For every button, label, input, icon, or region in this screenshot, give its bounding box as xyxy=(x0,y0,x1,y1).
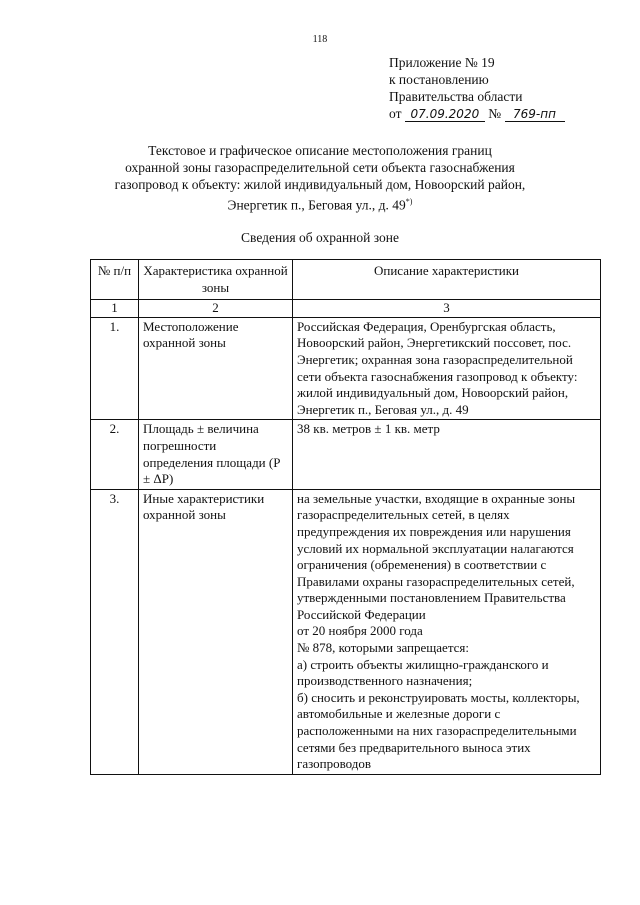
appendix-header xyxy=(389,54,565,122)
title-line-4-text: Энергетик п., Беговая ул., д. 49 xyxy=(227,197,406,213)
row-description: Российская Федерация, Оренбургская область, Новоорский район, Энергетикский поссовет, пос. Энергетик; охранная зона газораспределительной сети объекта газоснабжения газопровод к объекту: жилой индивидуальный дом, Новоорский район, Энергетик п., Беговая ул., д. 49 xyxy=(293,317,601,420)
title-line-1: Текстовое и графическое описание местоположения границ xyxy=(148,143,492,158)
row-characteristic: Площадь ± величина погрешности определения площади (P ± ΔP) xyxy=(139,420,293,489)
protection-zone-table xyxy=(90,259,601,775)
header-description: Описание характеристики xyxy=(293,260,601,300)
table-row xyxy=(91,317,601,420)
appendix-line-3: Правительства области xyxy=(389,89,523,104)
row-characteristic: Местоположение охранной зоны xyxy=(139,317,293,420)
header-number: № п/п xyxy=(91,260,139,300)
row-number: 3. xyxy=(91,489,139,774)
title-line-3: газопровод к объекту: жилой индивидуальный дом, Новоорский район, xyxy=(114,177,526,192)
column-number: 3 xyxy=(293,300,601,318)
row-description: 38 кв. метров ± 1 кв. метр xyxy=(293,420,601,489)
section-title: Сведения об охранной зоне xyxy=(241,230,399,245)
column-number-row xyxy=(91,300,601,318)
handwritten-date: 07.09.2020 xyxy=(405,107,485,122)
from-label: от xyxy=(389,106,402,121)
column-number: 2 xyxy=(139,300,293,318)
table-row xyxy=(91,489,601,774)
title-line-4 xyxy=(100,193,540,214)
row-number: 2. xyxy=(91,420,139,489)
row-description xyxy=(293,489,601,774)
document-title xyxy=(100,142,540,214)
header-characteristic: Характеристика охранной зоны xyxy=(139,260,293,300)
description-paragraph: № 878, которыми запрещается: xyxy=(297,640,470,656)
description-paragraph: от 20 ноября 2000 года xyxy=(297,623,423,639)
description-paragraph: на земельные участки, входящие в охранные зоны газораспределительных сетей, в целях предупреждения их повреждения или нарушения условий их нормальной эксплуатации налагаются ограничения (обременения) в соответствии с Правилами охраны газораспределительных сетей, утвержденными постановлением Правительства Российской Федерации xyxy=(297,490,576,622)
appendix-date-line xyxy=(389,105,565,122)
description-paragraph: б) сносить и реконструировать мосты, коллекторы, автомобильные и железные дороги с расположенными на них газораспределительными сетями без предварительного выноса этих газопроводов xyxy=(297,689,580,772)
description-paragraph: а) строить объекты жилищно-гражданского и производственного назначения; xyxy=(297,656,549,689)
title-line-2: охранной зоны газораспределительной сети объекта газоснабжения xyxy=(125,160,515,175)
row-characteristic: Иные характеристики охранной зоны xyxy=(139,489,293,774)
appendix-line-2: к постановлению xyxy=(389,72,489,87)
page-number: 118 xyxy=(312,34,328,45)
column-number: 1 xyxy=(91,300,139,318)
handwritten-number: 769-пп xyxy=(505,107,565,122)
table-header-row xyxy=(91,260,601,300)
footnote-mark: *) xyxy=(405,197,413,206)
row-number: 1. xyxy=(91,317,139,420)
number-label: № xyxy=(488,106,502,121)
table-row xyxy=(91,420,601,489)
appendix-line-1: Приложение № 19 xyxy=(389,55,495,70)
